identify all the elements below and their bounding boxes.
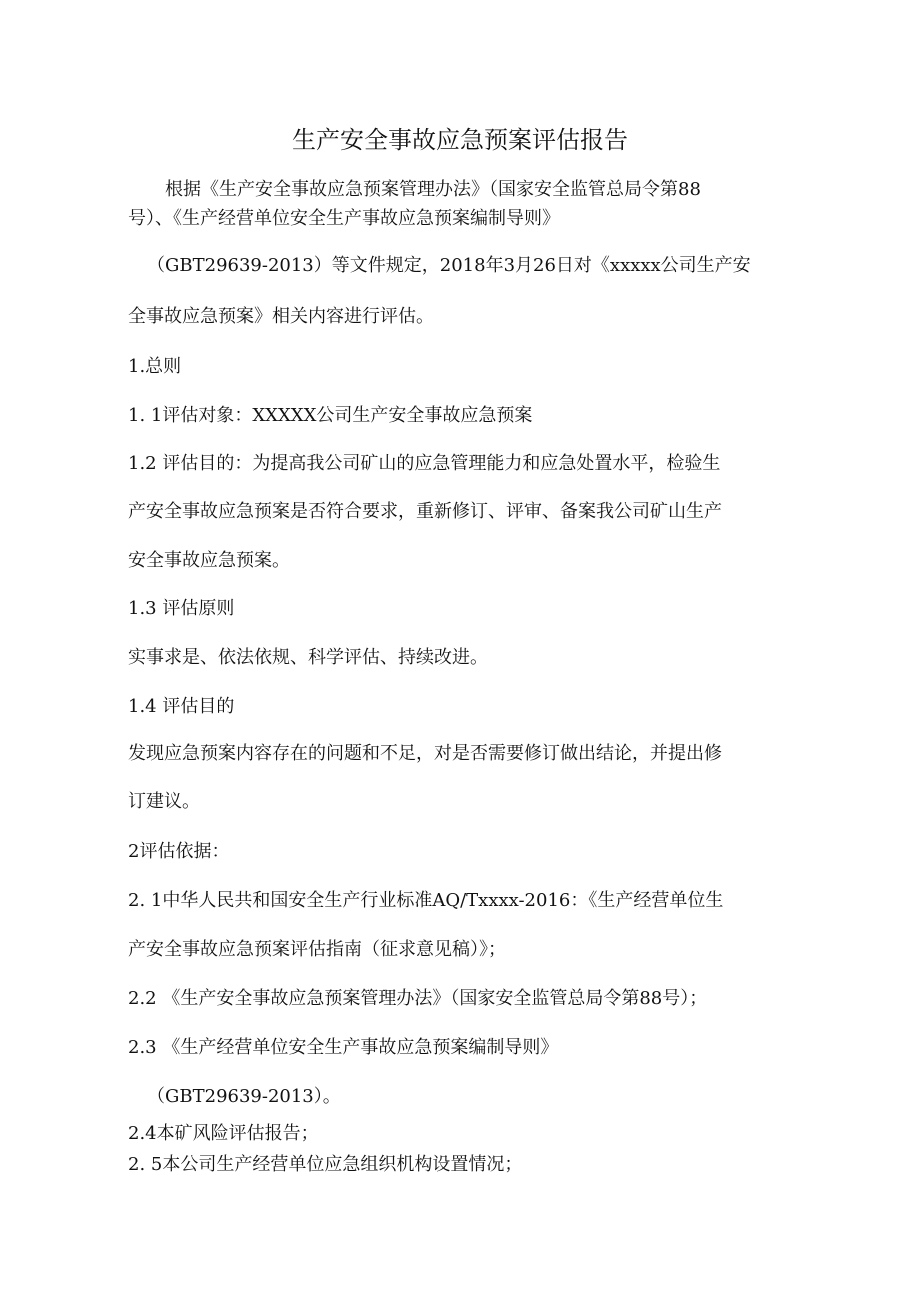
paragraph-line: 安全事故应急预案。 — [128, 550, 290, 571]
paragraph-line: 号）、《生产经营单位安全生产事故应急预案编制导则》 — [128, 208, 560, 229]
paragraph-line: （GBT29639-2013）等文件规定，2018年3月26日对《xxxxx公司生产安 — [147, 255, 751, 276]
paragraph-line: 2. 1中华人民共和国安全生产行业标准AQ/Txxxx-2016：《生产经营单位生 — [128, 890, 724, 911]
section-heading: 1.总则 — [128, 356, 182, 377]
paragraph-line: 根据《生产安全事故应急预案管理办法》（国家安全监管总局令第88 — [165, 179, 701, 200]
paragraph-line: 发现应急预案内容存在的问题和不足，对是否需要修订做出结论，并提出修 — [128, 743, 722, 764]
paragraph-line: 2.2 《生产安全事故应急预案管理办法》（国家安全监管总局令第88号）； — [128, 988, 708, 1009]
paragraph-line: 产安全事故应急预案评估指南（征求意见稿）》； — [128, 939, 506, 960]
section-heading: 2评估依据： — [128, 841, 230, 862]
paragraph-line: （GBT29639-2013）。 — [147, 1086, 341, 1107]
paragraph-line: 订建议。 — [128, 791, 200, 812]
paragraph-line: 实事求是、依法依规、科学评估、持续改进。 — [128, 647, 488, 668]
paragraph-line: 1. 1评估对象：XXXXX公司生产安全事故应急预案 — [128, 405, 533, 426]
section-heading: 1.3 评估原则 — [128, 598, 235, 619]
document-title: 生产安全事故应急预案评估报告 — [292, 126, 628, 154]
paragraph-line: 1.2 评估目的：为提高我公司矿山的应急管理能力和应急处置水平，检验生 — [128, 453, 721, 474]
paragraph-line: 2.4本矿风险评估报告； — [128, 1123, 319, 1144]
paragraph-line: 全事故应急预案》相关内容进行评估。 — [128, 306, 434, 327]
section-heading: 1.4 评估目的 — [128, 696, 235, 717]
paragraph-line: 产安全事故应急预案是否符合要求，重新修订、评审、备案我公司矿山生产 — [128, 501, 722, 522]
paragraph-line: 2. 5本公司生产经营单位应急组织机构设置情况； — [128, 1154, 523, 1175]
paragraph-line: 2.3 《生产经营单位安全生产事故应急预案编制导则》 — [128, 1037, 559, 1058]
